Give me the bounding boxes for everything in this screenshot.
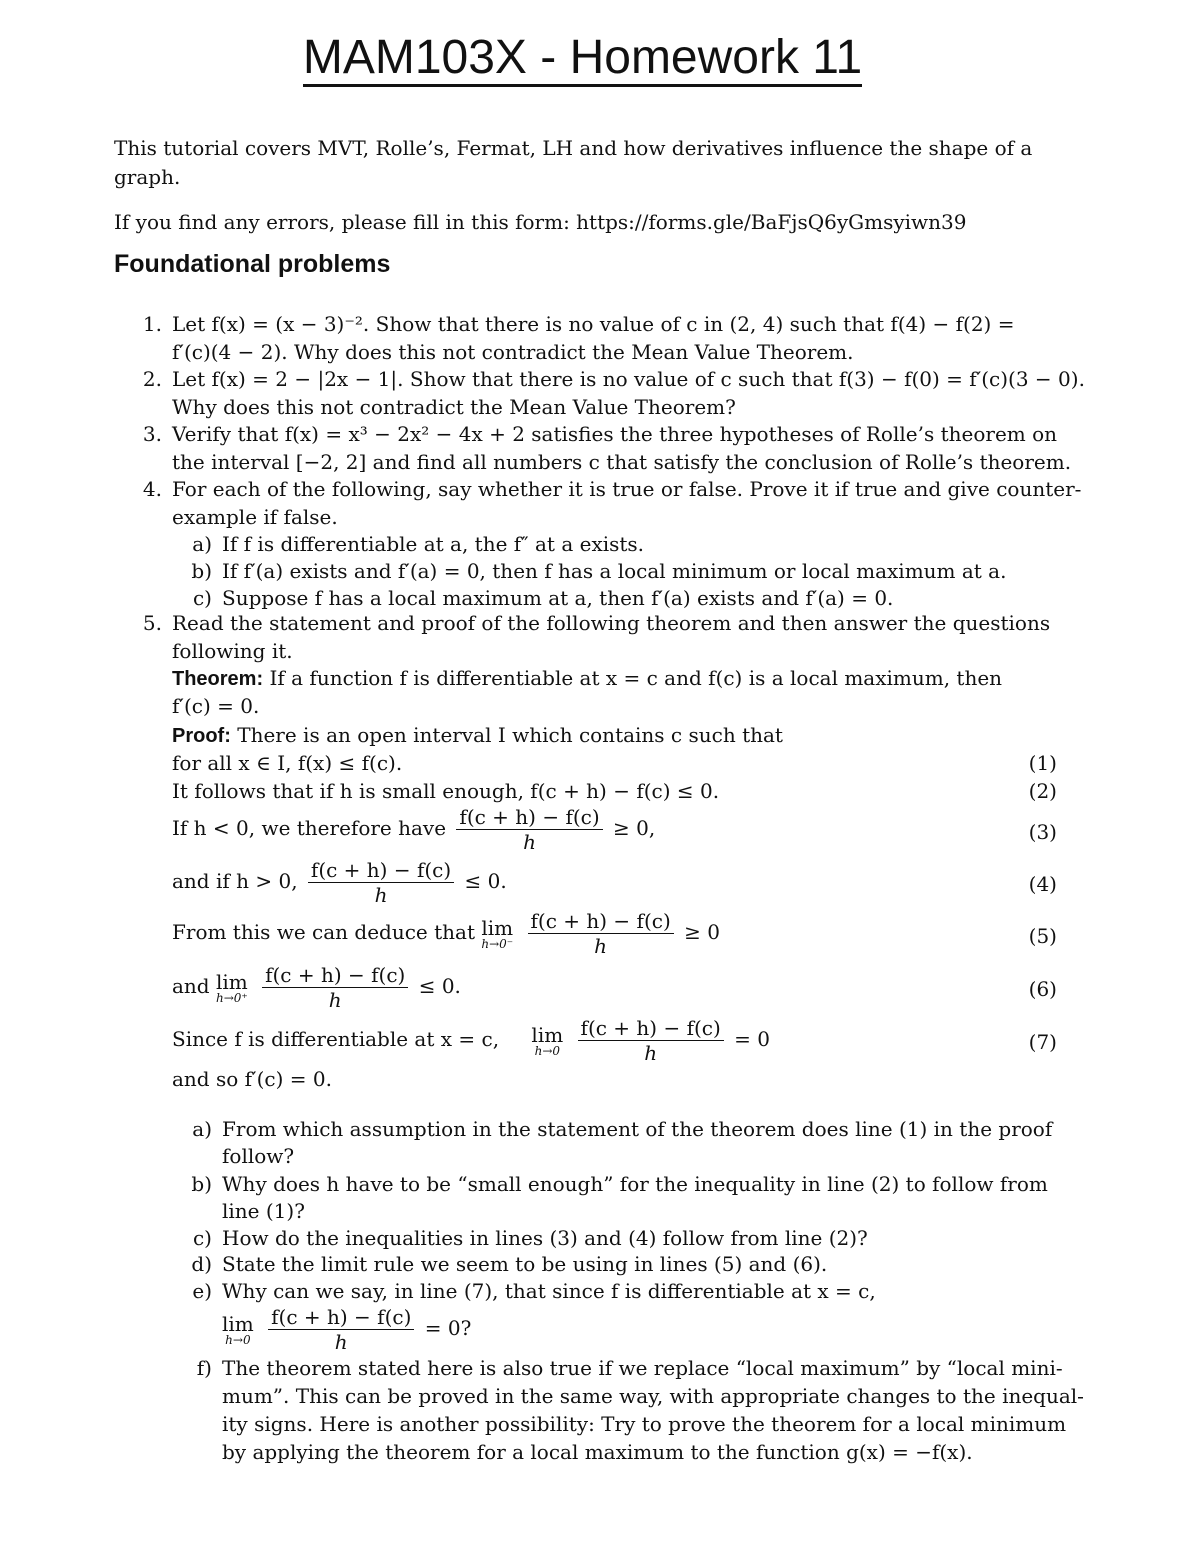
proof-label: Proof: [172,725,231,747]
question-label: a) [192,1117,212,1141]
difference-quotient [262,963,408,1012]
proof-equation-3 [172,803,655,854]
problem-line: Let f(x) = (x − 3)⁻². Show that there is no value of c in (2, 4) such that f(4) − f(2) = [172,312,1015,336]
equation-text: and [172,974,210,998]
numerator: f(c + h) − f(c) [528,909,674,934]
numerator: f(c + h) − f(c) [578,1016,724,1041]
subpart-label: c) [192,586,212,610]
question-formula [222,1303,471,1354]
equation-text: If h < 0, we therefore have [172,816,447,840]
intro-line: This tutorial covers MVT, Rolle’s, Fermat, LH and how derivatives influence the shape of a [114,136,1033,160]
lim-subscript: h→0⁻ [481,936,514,951]
problem-line: example if false. [172,505,338,529]
problem-line: following it. [172,639,293,663]
limit [222,1311,254,1347]
proof-equation-6 [172,961,461,1012]
equation-number: (7) [1028,1030,1057,1054]
problem-line: Let f(x) = 2 − |2x − 1|. Show that there is no value of c such that f(3) − f(0) = f′(c)(3 − 0). [172,367,1085,391]
equation-number: (1) [1028,751,1057,775]
numerator: f(c + h) − f(c) [456,805,602,830]
proof-equation-7 [172,1014,770,1065]
lim-text: lim [531,1022,564,1047]
denominator: h [334,1330,348,1354]
denominator: h [374,883,388,907]
section-title: Foundational problems [114,250,391,278]
equation-text: Since f is differentiable at x = c, [172,1027,500,1051]
difference-quotient [578,1016,724,1065]
question-line: State the limit rule we seem to be using in lines (5) and (6). [222,1252,828,1276]
equation-number: (6) [1028,977,1057,1001]
proof-equation-4 [172,856,507,907]
equation-number: (3) [1028,820,1057,844]
theorem-line [172,664,1002,693]
problem-number: 1. [142,312,162,336]
denominator: h [594,934,608,958]
numerator: f(c + h) − f(c) [268,1305,414,1330]
subpart-text: If f′(a) exists and f′(a) = 0, then f has a local minimum or local maximum at a. [222,559,1007,583]
theorem-text: If a function f is differentiable at x = c and f(c) is a local maximum, then [269,666,1003,690]
equation-text: = 0? [424,1316,472,1340]
errors-note: If you find any errors, please fill in this form: https://forms.gle/BaFjsQ6yGmsyiwn39 [114,210,967,234]
question-label: b) [191,1172,212,1196]
difference-quotient [456,805,602,854]
difference-quotient [528,909,674,958]
question-line: ity signs. Here is another possibility: Try to prove the theorem for a local minimum [222,1412,1067,1436]
subpart-text: Suppose f has a local maximum at a, then f′(a) exists and f′(a) = 0. [222,586,894,610]
limit [215,969,248,1005]
proof-equation-1: for all x ∈ I, f(x) ≤ f(c). [172,751,403,775]
problem-line: Read the statement and proof of the following theorem and then answer the questions [172,611,1051,635]
question-line: by applying the theorem for a local maximum to the function g(x) = −f(x). [222,1440,973,1464]
question-line: The theorem stated here is also true if we replace “local maximum” by “local mini- [222,1356,1063,1380]
equation-text: From this we can deduce that [172,920,476,944]
lim-subscript: h→0 [534,1043,561,1058]
subpart-label: a) [192,532,212,556]
problem-line: Verify that f(x) = x³ − 2x² − 4x + 2 satisfies the three hypotheses of Rolle’s theorem on [172,422,1058,446]
question-label: d) [191,1252,212,1276]
equation-number: (2) [1028,779,1057,803]
problem-line: For each of the following, say whether it is true or false. Prove it if true and give counter- [172,477,1082,501]
problem-number: 5. [142,611,162,635]
question-line: mum”. This can be proved in the same way, with appropriate changes to the inequal- [222,1384,1084,1408]
theorem-label: Theorem: [172,668,264,690]
lim-subscript: h→0⁺ [215,990,248,1005]
proof-conclusion: and so f′(c) = 0. [172,1067,332,1091]
lim-text: lim [215,969,248,994]
equation-number: (4) [1028,872,1057,896]
problem-number: 2. [142,367,162,391]
question-line: follow? [222,1144,295,1168]
problem-line: the interval [−2, 2] and find all numbers c that satisfy the conclusion of Rolle’s theorem. [172,450,1072,474]
equation-text: ≥ 0, [613,816,656,840]
difference-quotient [268,1305,414,1354]
problem-number: 4. [142,477,162,501]
limit [531,1022,564,1058]
lim-text: lim [222,1311,254,1336]
proof-intro [172,721,783,750]
page-title: MAM103X - Homework 11 [0,28,1165,88]
theorem-line: f′(c) = 0. [172,694,260,718]
question-line: From which assumption in the statement of the theorem does line (1) in the proof [222,1117,1053,1141]
question-line: line (1)? [222,1199,305,1223]
proof-equation-5 [172,907,720,958]
equation-text: ≥ 0 [684,920,720,944]
intro-line: graph. [114,165,181,189]
problem-line: Why does this not contradict the Mean Value Theorem? [172,395,736,419]
denominator: h [328,988,342,1012]
numerator: f(c + h) − f(c) [262,963,408,988]
equation-text: = 0 [734,1027,770,1051]
equation-number: (5) [1028,924,1057,948]
denominator: h [523,830,536,854]
problem-number: 3. [142,422,162,446]
question-label: c) [192,1226,212,1250]
equation-text: ≤ 0. [464,869,507,893]
question-line: Why can we say, in line (7), that since f is differentiable at x = c, [222,1279,876,1303]
limit [481,915,514,951]
equation-text: and if h > 0, [172,869,298,893]
numerator: f(c + h) − f(c) [308,858,454,883]
lim-text: lim [481,915,514,940]
lim-subscript: h→0 [225,1332,251,1347]
question-label: f) [196,1356,212,1380]
subpart-text: If f is differentiable at a, the f″ at a exists. [222,532,645,556]
question-label: e) [192,1279,212,1303]
subpart-label: b) [191,559,212,583]
question-line: How do the inequalities in lines (3) and (4) follow from line (2)? [222,1226,868,1250]
problem-line: f′(c)(4 − 2). Why does this not contradict the Mean Value Theorem. [172,340,854,364]
proof-equation-2: It follows that if h is small enough, f(c + h) − f(c) ≤ 0. [172,779,720,803]
equation-text: ≤ 0. [418,974,461,998]
proof-intro-text: There is an open interval I which contains c such that [237,723,783,747]
difference-quotient [308,858,454,907]
denominator: h [644,1041,658,1065]
question-line: Why does h have to be “small enough” for the inequality in line (2) to follow from [222,1172,1048,1196]
